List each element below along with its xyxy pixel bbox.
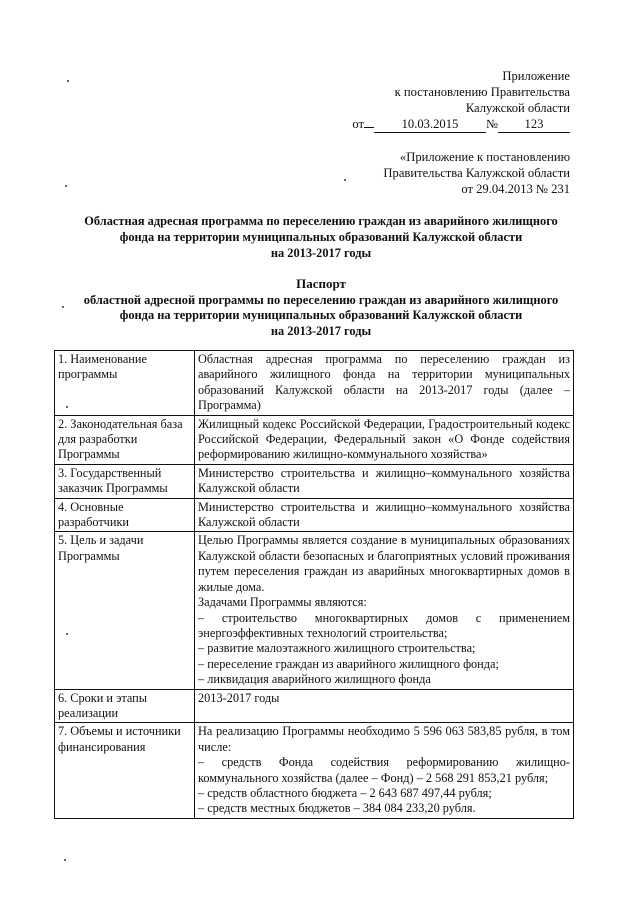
row-paragraph: Министерство строительства и жилищно–коммунального хозяйства Калужской области — [198, 465, 570, 496]
table-row — [55, 351, 574, 416]
row-paragraph: – ликвидация аварийного жилищного фонда — [198, 672, 431, 687]
table-row — [55, 415, 574, 464]
row-paragraph: – строительство многоквартирных домов с применением энергоэффективных технологий строительства; — [198, 610, 570, 640]
prior-appendix-header — [270, 149, 570, 197]
row-paragraph: На реализацию Программы необходимо 5 596 063 583,85 рубля, в том числе: — [198, 724, 570, 754]
appendix-header — [270, 68, 570, 133]
scan-speck — [62, 306, 64, 308]
appendix-line-2: к постановлению Правительства — [394, 85, 570, 99]
row-label: 5. Цель и задачи Программы — [55, 532, 195, 689]
appendix-line-3: Калужской области — [465, 101, 570, 115]
program-title-line-1: Областная адресная программа по переселению граждан из аварийного жилищного — [84, 214, 558, 228]
row-content — [195, 498, 574, 532]
table-row — [55, 689, 574, 723]
appendix-title: Приложение — [502, 69, 570, 83]
passport-line-1: областной адресной программы по переселению граждан из аварийного жилищного — [83, 292, 559, 307]
table-row — [55, 498, 574, 532]
row-paragraph: Областная адресная программа по переселению граждан из аварийного жилищного фонда на территории муниципальных образований Калужской области на 2013-2017 годы (далее – Программа) — [198, 352, 570, 413]
row-paragraph: – средств областного бюджета – 2 643 687 497,44 рубля; — [198, 785, 492, 800]
prior-appendix-line-2: Правительства Калужской области — [383, 166, 570, 180]
row-paragraph: – переселение граждан из аварийного жилищного фонда; — [198, 656, 499, 671]
row-content — [195, 532, 574, 689]
passport-heading: Паспорт — [296, 276, 346, 291]
row-paragraph: Целью Программы является создание в муниципальных образованиях Калужской области безопасных и благоприятных условий проживания путем переселения граждан из аварийных многоквартирных домов в жилые дома. — [198, 533, 570, 594]
prior-appendix-line-3: от 29.04.2013 № 231 — [461, 182, 570, 196]
passport-table — [54, 350, 574, 819]
row-paragraph: Задачами Программы являются: — [198, 595, 367, 610]
row-content — [195, 689, 574, 723]
scan-speck — [66, 406, 68, 408]
appendix-number: 123 — [498, 116, 570, 133]
appendix-date: 10.03.2015 — [374, 116, 486, 133]
scan-speck — [67, 80, 69, 82]
table-row — [55, 464, 574, 498]
table-row — [55, 723, 574, 818]
appendix-from-label: от — [352, 117, 364, 131]
row-label: 6. Сроки и этапы реализации — [55, 689, 195, 723]
appendix-number-label: № — [485, 117, 498, 131]
scan-speck — [344, 179, 346, 181]
underline-lead — [364, 127, 374, 128]
row-paragraph: 2013-2017 годы — [198, 690, 280, 705]
row-label: 4. Основные разработчики — [55, 498, 195, 532]
row-content — [195, 723, 574, 818]
row-label: 3. Государственный заказчик Программы — [55, 464, 195, 498]
table-row — [55, 532, 574, 689]
scan-speck — [65, 185, 67, 187]
row-paragraph: – развитие малоэтажного жилищного строительства; — [198, 641, 476, 656]
row-paragraph: Министерство строительства и жилищно–коммунального хозяйства Калужской области — [198, 499, 570, 530]
row-content — [195, 415, 574, 464]
prior-appendix-line-1: «Приложение к постановлению — [399, 150, 570, 164]
scan-speck — [64, 859, 66, 861]
program-title-line-2: фонда на территории муниципальных образований Калужской области — [119, 230, 523, 244]
passport-line-3: на 2013-2017 годы — [270, 323, 372, 338]
scan-speck — [66, 633, 68, 635]
row-paragraph: – средств местных бюджетов – 384 084 233,20 рубля. — [198, 801, 476, 816]
passport-heading-block — [60, 276, 582, 339]
row-label: 1. Наименование программы — [55, 351, 195, 416]
program-title — [60, 213, 582, 261]
row-content — [195, 464, 574, 498]
row-content — [195, 351, 574, 416]
passport-line-2: фонда на территории муниципальных образований Калужской области — [119, 308, 523, 322]
program-title-line-3: на 2013-2017 годы — [270, 246, 372, 260]
row-paragraph: Жилищный кодекс Российской Федерации, Градостроительный кодекс Российской Федерации, Федеральный закон «О Фонде содействия реформированию жилищно-коммунального хозяйства» — [198, 416, 570, 462]
row-label: 2. Законодательная база для разработки Программы — [55, 415, 195, 464]
row-paragraph: – средств Фонда содействия реформированию жилищно-коммунального хозяйства (далее – Фонд) – 2 568 291 853,21 рубля; — [198, 755, 570, 785]
appendix-date-row — [270, 116, 570, 133]
row-label: 7. Объемы и источники финансирования — [55, 723, 195, 818]
